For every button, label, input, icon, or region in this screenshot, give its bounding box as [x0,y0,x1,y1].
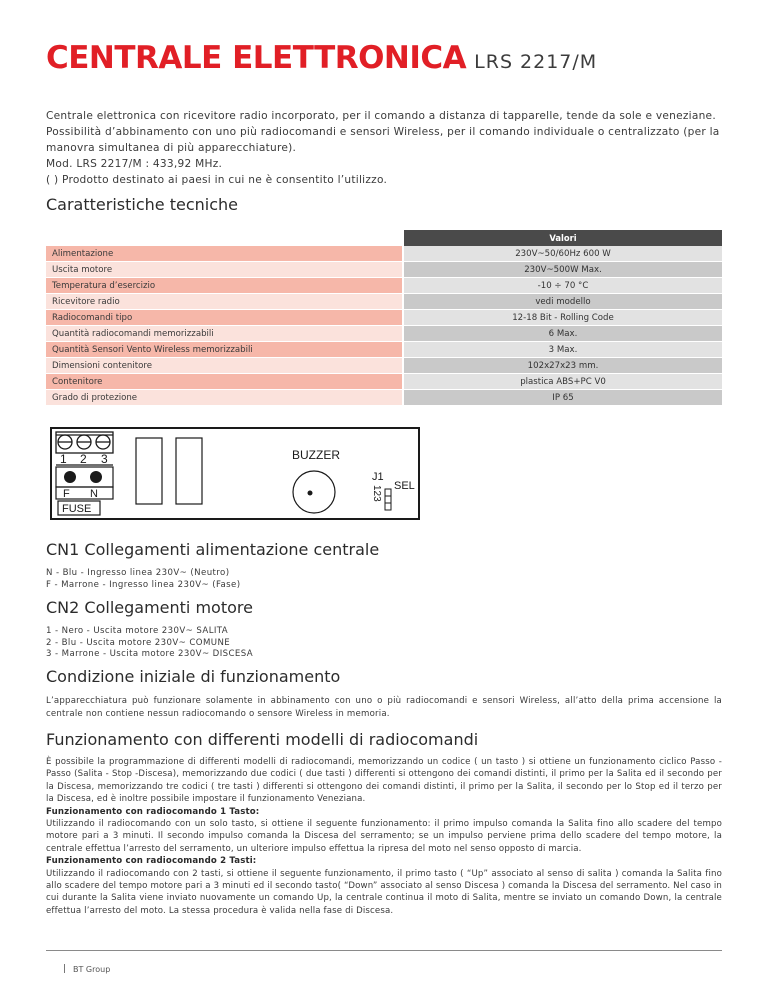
sel-label: SEL [394,480,415,492]
cn2-heading: CN2 Collegamenti motore [46,598,253,617]
funzionamento-paragraph-3: Utilizzando il radiocomando con 2 tasti, si ottiene il seguente funzionamento, il primo tasto ( “Up” associato al senso di salita ) comanda la Salita fino allo scadere del tempo motore pari a 3 minuti ed il secondo tasto( “Down” associato al senso Discesa ) comanda la Discesa del serramento. Nel caso in cui durante la Salita viene inviato nuovamente un comando Up, la centrale continua il moto di Salita, mentre se inviato un comando Down, la centrale effettua l’arresto del moto. La stessa procedura è valida nella fase di Discesa. [46,868,722,916]
spec-label: Alimentazione [46,246,402,262]
spec-label: Quantità radiocomandi memorizzabili [46,326,402,342]
condizione-text: L’apparecchiatura può funzionare solamente in abbinamento con uno o più radiocomandi e sensori Wireless, all’atto della prima accensione la centrale non contiene nessun radiocomando o sensore Wireless in memoria. [46,696,722,719]
intro-paragraph [46,108,722,188]
specs-table [46,230,722,406]
table-row [46,326,722,342]
j1-jumper [385,489,391,510]
spec-label: Contenitore [46,374,402,390]
title-main: CENTRALE ELETTRONICA [46,40,467,76]
footer-divider [46,950,722,951]
spec-value: vedi modello [404,294,722,310]
table-row [46,390,722,406]
funzionamento-heading: Funzionamento con differenti modelli di radiocomandi [46,730,479,749]
spec-label: Quantità Sensori Vento Wireless memorizzabili [46,342,402,358]
spec-value: -10 ÷ 70 °C [404,278,722,294]
cn2-list [46,626,253,661]
spec-value: IP 65 [404,390,722,406]
table-row [46,278,722,294]
list-item: 3 - Marrone - Uscita motore 230V~ DISCESA [46,649,254,659]
subheading-2-tasti: Funzionamento con radiocomando 2 Tasti: [46,856,257,867]
list-item: 2 - Blu - Uscita motore 230V~ COMUNE [46,637,231,648]
subheading-1-tasto: Funzionamento con radiocomando 1 Tasto: [46,806,260,817]
j1-label: J1 [372,471,384,483]
spec-label: Uscita motore [46,262,402,278]
cn1-heading: CN1 Collegamenti alimentazione centrale [46,540,380,559]
intro-line-3: ( ) Prodotto destinato ai paesi in cui ne è consentito l’utilizzo. [46,174,388,186]
title-model: LRS 2217/M [474,51,598,73]
footer [64,964,110,974]
spec-value: 230V~500W Max. [404,262,722,278]
terminal-label-1: 1 [60,452,67,466]
table-row [46,310,722,326]
funzionamento-paragraph-2: Utilizzando il radiocomando con un solo tasto, si ottiene il seguente funzionamento: il primo impulso comanda la Salita fino allo scadere del tempo motore pari a 3 minuti. Il secondo impulso comanda la Discesa del serramento; se un impulso perviene prima dello scadere del tempo motore, la centrale effettua l’arresto del serramento, un ulteriore impulso effettua la ripresa del moto nel senso opposto di marcia. [46,819,722,854]
funzionamento-paragraph-1: È possibile la programmazione di differenti modelli di radiocomandi, memorizzando un codice ( un tasto ) si ottiene un funzionamento ciclico Passo - Passo (Salita - Stop -Discesa), memorizzando due codici ( due tasti ) differenti si ottengono dei comandi distinti, il primo per la Salita ed il secondo per la Discesa, memorizzando tre codici ( tre tasti ) differenti si ottengono dei comandi distinti, il primo per la Salita, il secondo per lo Stop ed il terzo per la Discesa, ed è inoltre possibile impostare il funzionamento Veneziana. [46,757,722,805]
spec-label: Grado di protezione [46,390,402,406]
table-row [46,246,722,262]
spec-value: 12-18 Bit - Rolling Code [404,310,722,326]
board-diagram-svg [52,429,418,518]
terminal-label-f: F [63,488,70,500]
table-row [46,374,722,390]
intro-line-1: Centrale elettronica con ricevitore radio incorporato, per il comando a distanza di tapparelle, tende da sole e veneziane. Possibilità d’abbinamento con uno più radiocomandi e sensori Wireless, per il comando individuale o centralizzato (per la manovra simultanea di più apparecchiature). [46,110,720,154]
terminal-label-3: 3 [101,452,108,466]
table-row [46,294,722,310]
buzzer-label: BUZZER [292,448,340,462]
list-item: N - Blu - Ingresso linea 230V~ (Neutro) [46,568,230,578]
spec-value: 230V~50/60Hz 600 W [404,246,722,262]
table-row [46,342,722,358]
funzionamento-text [46,756,722,917]
spec-label: Temperatura d’esercizio [46,278,402,294]
specs-header-row [46,230,722,246]
board-diagram [50,427,420,520]
spec-label: Radiocomandi tipo [46,310,402,326]
spec-label: Dimensioni contenitore [46,358,402,374]
cn1-list [46,568,241,591]
page-title [46,40,597,76]
spec-value: 6 Max. [404,326,722,342]
terminal-label-2: 2 [80,452,87,466]
relay-1 [136,438,162,504]
list-item: F - Marrone - Ingresso linea 230V~ (Fase) [46,579,241,590]
condizione-heading: Condizione iniziale di funzionamento [46,667,341,686]
spec-value: 102x27x23 mm. [404,358,722,374]
terminal-label-n: N [90,488,98,500]
table-row [46,358,722,374]
cn2-terminal-block [56,432,113,453]
intro-line-2: Mod. LRS 2217/M : 433,92 MHz. [46,158,223,170]
table-row [46,262,722,278]
specs-heading: Caratteristiche tecniche [46,195,238,214]
spec-value: plastica ABS+PC V0 [404,374,722,390]
spec-value: 3 Max. [404,342,722,358]
footer-company: BT Group [73,965,111,974]
relay-2 [176,438,202,504]
j1-pins-label: 123 [371,485,382,502]
fuse-label: FUSE [62,503,92,515]
spec-label: Ricevitore radio [46,294,402,310]
buzzer-circle [293,471,335,513]
list-item: 1 - Nero - Uscita motore 230V~ SALITA [46,626,229,636]
specs-value-header: Valori [404,230,722,246]
